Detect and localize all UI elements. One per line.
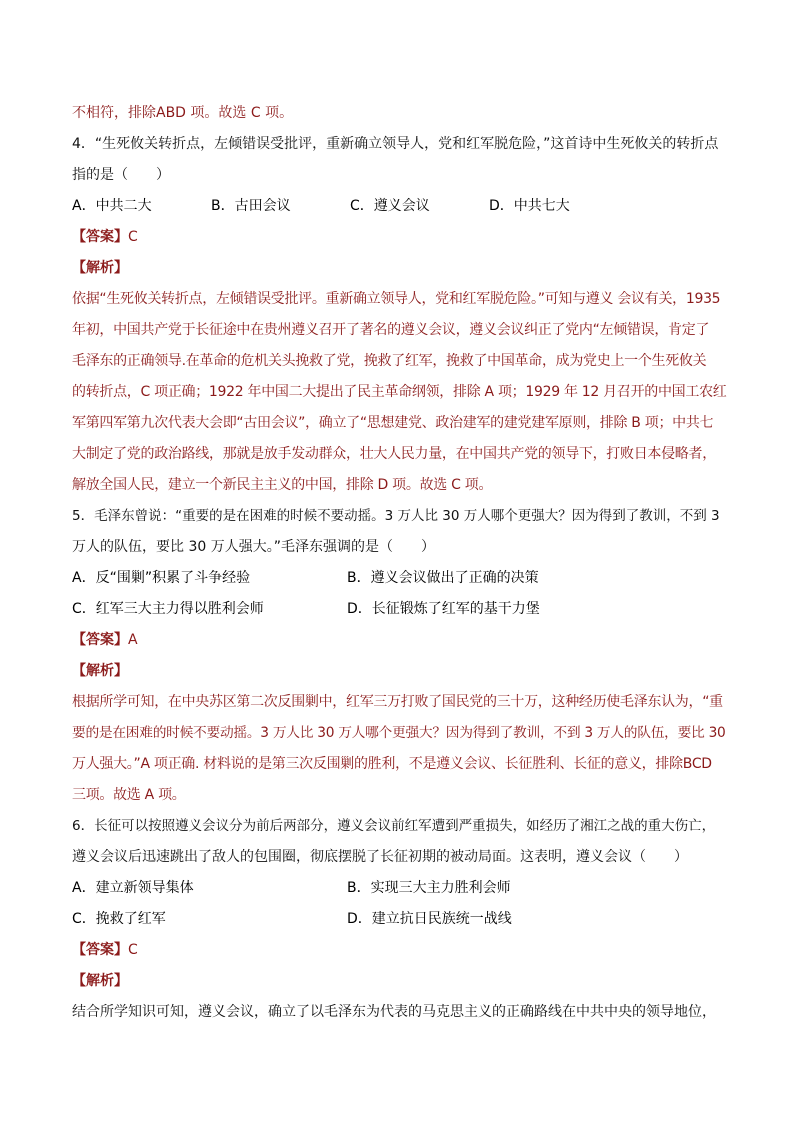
analysis-line: 大制定了党的政治路线，那就是放手发动群众，壮大人民力量，在中国共产党的领导下，打败日本侵略者， <box>72 446 716 462</box>
analysis-line: 解放全国人民，建立一个新民主主义的中国，排除 D 项。故选 C 项。 <box>72 477 493 493</box>
analysis-line: 根据所学可知，在中央苏区第二次反围剿中，红军三万打败了国民党的三十万，这种经历使毛泽东认为，“重 <box>72 694 723 710</box>
analysis-line: 军第四军第九次代表大会即“古田会议”，确立了“思想建党、政治建军的建党建军原则，排除 B 项；中共七 <box>72 415 714 431</box>
question-stem-line: 4．“生死攸关转折点，左倾错误受批评，重新确立领导人，党和红军脱危险，”这首诗中生死攸关的转折点 <box>72 136 719 152</box>
question-stem-line: 万人的队伍，要比 30 万人强大。”毛泽东强调的是（ ） <box>72 539 435 555</box>
answer-label: 【答案】 <box>72 632 128 648</box>
option-c: C．挽救了红军 <box>72 911 166 927</box>
answer-value: C <box>128 229 138 245</box>
option-c: C．遵义会议 <box>350 198 430 214</box>
answer-value: C <box>128 942 138 958</box>
option-c: C．红军三大主力得以胜利会师 <box>72 601 264 617</box>
analysis-line: 三项。故选 A 项。 <box>72 787 186 803</box>
analysis-line: 的转折点，C 项正确；1922 年中国二大提出了民主革命纲领，排除 A 项；1929 年 12 月召开的中国工农红 <box>72 384 727 400</box>
question-stem-line: 指的是（ ） <box>72 167 170 183</box>
answer-label: 【答案】 <box>72 942 128 958</box>
answer-line <box>72 935 726 966</box>
option-d: D．中共七大 <box>489 198 570 214</box>
option-row <box>72 873 726 904</box>
option-a: A．中共二大 <box>72 198 152 214</box>
option-row <box>72 191 726 222</box>
analysis-label-line <box>72 656 726 687</box>
analysis-label: 【解析】 <box>72 663 128 679</box>
option-row <box>72 904 726 935</box>
question-stem-line: 6．长征可以按照遵义会议分为前后两部分，遵义会议前红军遭到严重损失，如经历了湘江之战的重大伤亡， <box>72 818 716 834</box>
answer-line <box>72 625 726 656</box>
option-row <box>72 563 726 594</box>
option-d: D．长征锻炼了红军的基干力堡 <box>347 601 540 617</box>
option-a: A．反“围剿”积累了斗争经验 <box>72 570 251 586</box>
answer-label: 【答案】 <box>72 229 128 245</box>
analysis-label-line <box>72 253 726 284</box>
analysis-line: 毛泽东的正确领导.在革命的危机关头挽救了党，挽救了红军，挽救了中国革命，成为党史上一个生死攸关 <box>72 353 707 369</box>
analysis-line: 年初，中国共产党于长征途中在贵州遵义召开了著名的遵义会议，遵义会议纠正了党内“左倾错误，肯定了 <box>72 322 710 338</box>
analysis-line: 依据“生死攸关转折点，左倾错误受批评。重新确立领导人，党和红军脱危险。”可知与遵义 会议有关，1935 <box>72 291 721 307</box>
option-b: B．遵义会议做出了正确的决策 <box>347 570 539 586</box>
answer-value: A <box>128 632 138 648</box>
question-6 <box>72 811 726 1028</box>
analysis-label: 【解析】 <box>72 973 128 989</box>
answer-line <box>72 222 726 253</box>
question-stem-line: 5．毛泽东曾说：“重要的是在困难的时候不要动摇。3 万人比 30 万人哪个更强大？因为得到了教训，不到 3 <box>72 508 720 524</box>
previous-analysis-tail: 不相符，排除ABD 项。故选 C 项。 <box>72 105 294 121</box>
analysis-label: 【解析】 <box>72 260 128 276</box>
analysis-label-line <box>72 966 726 997</box>
analysis-line: 万人强大。”A 项正确. 材料说的是第三次反围剿的胜利，不是遵义会议、长征胜利、长征的意义，排除BCD <box>72 756 712 772</box>
question-4 <box>72 129 726 501</box>
option-b: B．古田会议 <box>211 198 291 214</box>
question-5 <box>72 501 726 811</box>
option-a: A．建立新领导集体 <box>72 880 194 896</box>
document-page <box>72 98 726 1028</box>
option-d: D．建立抗日民族统一战线 <box>347 911 512 927</box>
option-row <box>72 594 726 625</box>
option-b: B．实现三大主力胜利会师 <box>347 880 511 896</box>
question-stem-line: 遵义会议后迅速跳出了敌人的包围圈，彻底摆脱了长征初期的被动局面。这表明，遵义会议（ ） <box>72 849 688 865</box>
analysis-line: 结合所学知识可知，遵义会议，确立了以毛泽东为代表的马克思主义的正确路线在中共中央的领导地位， <box>72 1004 716 1020</box>
analysis-line: 要的是在困难的时候不要动摇。3 万人比 30 万人哪个更强大？因为得到了教训，不到 3 万人的队伍，要比 30 <box>72 725 726 741</box>
